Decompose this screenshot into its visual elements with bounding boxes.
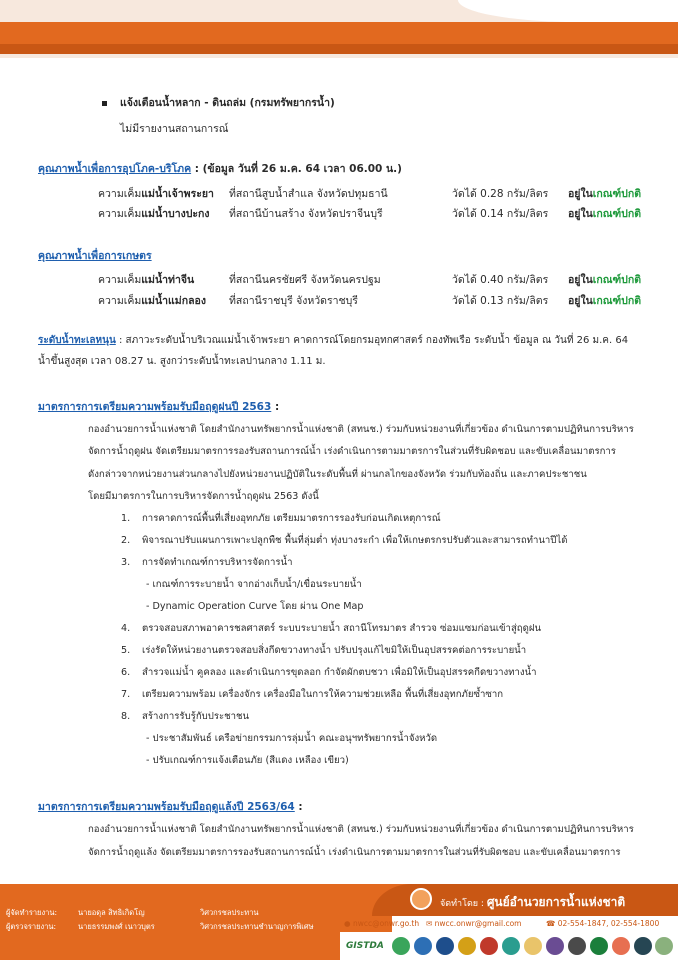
rainy-paragraph: จัดการน้ำฤดูฝน จัดเตรียมมาตรการรองรับสถานการณ์น้ำ เร่งดำเนินการตามมาตรการในส่วนที่รับผิดชอบ และขับเคลื่อนมาตรการ bbox=[88, 446, 616, 457]
partner-logo-icon bbox=[414, 937, 432, 955]
station: ที่สถานีสูบน้ำสำแล จังหวัดปทุมธานี bbox=[229, 188, 388, 200]
dry-heading-line: มาตรการการเตรียมความพร้อมรับมือฤดูแล้งปี 2563/64 : bbox=[38, 801, 303, 813]
header-bar-stripe bbox=[0, 44, 678, 54]
consumption-heading: คุณภาพน้ำเพื่อการอุปโภค-บริโภค bbox=[38, 163, 192, 175]
rainy-heading: มาตรการการเตรียมความพร้อมรับมือฤดูฝนปี 2563 bbox=[38, 401, 272, 413]
status: อยู่ในเกณฑ์ปกติ bbox=[568, 208, 642, 220]
list-item: 8. bbox=[121, 711, 131, 722]
partner-logo-icon bbox=[634, 937, 652, 955]
list-item-text: สำรวจแม่น้ำ คูคลอง และดำเนินการขุดลอก กำจัดผักตบชวา เพื่อมิให้เป็นอุปสรรคกีดขวางทางน้ำ bbox=[142, 667, 537, 678]
station: ที่สถานีบ้านสร้าง จังหวัดปราจีนบุรี bbox=[229, 208, 383, 220]
warning-title: แจ้งเตือนน้ำหลาก - ดินถล่ม (กรมทรัพยากรน้ำ) bbox=[120, 97, 335, 109]
web-contact[interactable]: ● nwcc@onwr.go.th bbox=[344, 919, 420, 928]
prepared-role: วิศวกรชลประทาน bbox=[200, 908, 259, 917]
partner-logo-icon bbox=[436, 937, 454, 955]
email-contact[interactable]: ✉ nwcc.onwr@gmail.com bbox=[426, 919, 522, 928]
list-item: 7. bbox=[121, 689, 131, 700]
prepared-label: ผู้จัดทำรายงาน: bbox=[6, 908, 57, 917]
org-line: จัดทำโดย : ศูนย์อำนวยการน้ำแห่งชาติ bbox=[440, 895, 626, 909]
list-item-text: การคาดการณ์พื้นที่เสี่ยงอุทกภัย เตรียมมาตรการรองรับก่อนเกิดเหตุการณ์ bbox=[142, 513, 441, 524]
status: อยู่ในเกณฑ์ปกติ bbox=[568, 295, 642, 307]
org-name: ศูนย์อำนวยการน้ำแห่งชาติ bbox=[486, 895, 626, 909]
status: อยู่ในเกณฑ์ปกติ bbox=[568, 274, 642, 286]
partner-logo-icon bbox=[568, 937, 586, 955]
partner-logo-icon bbox=[502, 937, 520, 955]
dry-paragraph: จัดการน้ำฤดูแล้ง จัดเตรียมมาตรการรองรับสถานการณ์น้ำ เร่งดำเนินการตามมาตรการในส่วนที่รับผิดชอบ และขับเคลื่อนมาตรการ bbox=[88, 847, 621, 858]
sub-item-text: - Dynamic Operation Curve โดย ผ่าน One Map bbox=[146, 601, 364, 612]
sea-level-heading: ระดับน้ำทะเลหนุน bbox=[38, 335, 116, 346]
list-item: 6. bbox=[121, 667, 131, 678]
list-item: 5. bbox=[121, 645, 131, 656]
measured-value: วัดได้ 0.14 กรัม/ลิตร bbox=[452, 208, 549, 220]
warning-text: ไม่มีรายงานสถานการณ์ bbox=[120, 123, 229, 135]
phone-contact[interactable]: ☎ 02-554-1847, 02-554-1800 bbox=[546, 919, 660, 928]
rainy-paragraph: โดยมีมาตรการในการบริหารจัดการน้ำฤดูฝน 2563 ดังนี้ bbox=[88, 491, 319, 502]
bullet-icon bbox=[102, 101, 107, 106]
list-item-text: ตรวจสอบสภาพอาคารชลศาสตร์ ระบบระบายน้ำ สถานีโทรมาตร สำรวจ ซ่อมแซมก่อนเข้าสู่ฤดูฝน bbox=[142, 623, 542, 634]
list-item-text: สร้างการรับรู้กับประชาชน bbox=[142, 711, 250, 722]
measured-value: วัดได้ 0.40 กรัม/ลิตร bbox=[452, 274, 549, 286]
salinity-label: ความเค็มแม่น้ำเจ้าพระยา bbox=[98, 188, 214, 200]
list-item-text: เตรียมความพร้อม เครื่องจักร เครื่องมือในการให้ความช่วยเหลือ พื้นที่เสี่ยงอุทกภัยซ้ำซาก bbox=[142, 689, 504, 700]
partner-logo-icon bbox=[655, 937, 673, 955]
salinity-label: ความเค็มแม่น้ำแม่กลอง bbox=[98, 295, 206, 307]
consumption-heading-line bbox=[38, 162, 402, 176]
checked-role: วิศวกรชลประทานชำนาญการพิเศษ bbox=[200, 922, 314, 931]
footer bbox=[0, 884, 678, 960]
checked-label: ผู้ตรวจรายงาน: bbox=[6, 922, 57, 931]
list-item-text: การจัดทำเกณฑ์การบริหารจัดการน้ำ bbox=[142, 557, 293, 568]
salinity-label: ความเค็มแม่น้ำบางปะกง bbox=[98, 208, 210, 220]
status: อยู่ในเกณฑ์ปกติ bbox=[568, 188, 642, 200]
list-item: 2. bbox=[121, 535, 131, 546]
prepared-name: นายอดุล สิทธิเกิดโญ bbox=[78, 908, 145, 917]
sea-level-text: : สภาวะระดับน้ำบริเวณแม่น้ำเจ้าพระยา คาดการณ์โดยกรมอุทกศาสตร์ กองทัพเรือ ระดับน้ำ ข้อมูล ณ วันที่ 26 ม.ค. 64 bbox=[115, 335, 629, 346]
partner-logo-icon bbox=[590, 937, 608, 955]
station: ที่สถานีราชบุรี จังหวัดราชบุรี bbox=[229, 295, 358, 307]
partner-logo-icon bbox=[524, 937, 542, 955]
partner-logo-icon bbox=[546, 937, 564, 955]
list-item: 4. bbox=[121, 623, 131, 634]
salinity-label: ความเค็มแม่น้ำท่าจีน bbox=[98, 274, 195, 286]
sea-level-line bbox=[38, 334, 628, 348]
sub-item-text: - ปรับเกณฑ์การแจ้งเตือนภัย (สีแดง เหลือง เขียว) bbox=[146, 755, 349, 766]
partner-logo-icon bbox=[392, 937, 410, 955]
gistda-logo: GISTDA bbox=[346, 941, 384, 951]
sea-level-text-2: น้ำขึ้นสูงสุด เวลา 08.27 น. สูงกว่าระดับน้ำทะเลปานกลาง 1.11 ม. bbox=[38, 356, 326, 367]
partner-logo-icon bbox=[458, 937, 476, 955]
list-item-text: เร่งรัดให้หน่วยงานตรวจสอบสิ่งกีดขวางทางน้ำ ปรับปรุงแก้ไขมิให้เป็นอุปสรรคต่อการระบายน้ำ bbox=[142, 645, 527, 656]
agriculture-heading: คุณภาพน้ำเพื่อการเกษตร bbox=[38, 250, 152, 262]
station: ที่สถานีนครชัยศรี จังหวัดนครปฐม bbox=[229, 274, 381, 286]
list-item: 1. bbox=[121, 513, 131, 524]
measured-value: วัดได้ 0.28 กรัม/ลิตร bbox=[452, 188, 549, 200]
partner-logo-icon bbox=[612, 937, 630, 955]
org-logo-icon bbox=[410, 888, 432, 910]
dry-paragraph: กองอำนวยการน้ำแห่งชาติ โดยสำนักงานทรัพยากรน้ำแห่งชาติ (สทนช.) ร่วมกับหน่วยงานที่เกี่ยวข้อง ดำเนินการตามปฏิทินการบริหาร bbox=[88, 824, 634, 835]
rainy-heading-line: มาตรการการเตรียมความพร้อมรับมือฤดูฝนปี 2563 : bbox=[38, 401, 280, 413]
partner-logo-icon bbox=[480, 937, 498, 955]
measured-value: วัดได้ 0.13 กรัม/ลิตร bbox=[452, 295, 549, 307]
rainy-paragraph: กองอำนวยการน้ำแห่งชาติ โดยสำนักงานทรัพยากรน้ำแห่งชาติ (สทนช.) ร่วมกับหน่วยงานที่เกี่ยวข้อง ดำเนินการตามปฏิทินการบริหาร bbox=[88, 424, 634, 435]
sub-item-text: - ประชาสัมพันธ์ เครือข่ายกรรมการลุ่มน้ำ คณะอนุฯทรัพยากรน้ำจังหวัด bbox=[146, 733, 438, 744]
sub-item-text: - เกณฑ์การระบายน้ำ จากอ่างเก็บน้ำ/เขื่อนระบายน้ำ bbox=[146, 579, 362, 590]
rainy-paragraph: ดังกล่าวจากหน่วยงานส่วนกลางไปยังหน่วยงานปฏิบัติในระดับพื้นที่ ผ่านกลไกของจังหวัด ร่วมกับท้องถิ่น และภาคประชาชน bbox=[88, 469, 587, 480]
list-item-text: พิจารณาปรับแผนการเพาะปลูกพืช พื้นที่ลุ่มต่ำ ทุ่งบางระกำ เพื่อให้เกษตรกรปรับตัวและสามารถทำนาปีได้ bbox=[142, 535, 568, 546]
list-item: 3. bbox=[121, 557, 131, 568]
consumption-info: : (ข้อมูล วันที่ 26 ม.ค. 64 เวลา 06.00 น.) bbox=[191, 163, 402, 175]
dry-heading: มาตรการการเตรียมความพร้อมรับมือฤดูแล้งปี 2563/64 bbox=[38, 801, 295, 813]
checked-name: นายธรรมพงศ์ เนาวบุตร bbox=[78, 922, 155, 931]
